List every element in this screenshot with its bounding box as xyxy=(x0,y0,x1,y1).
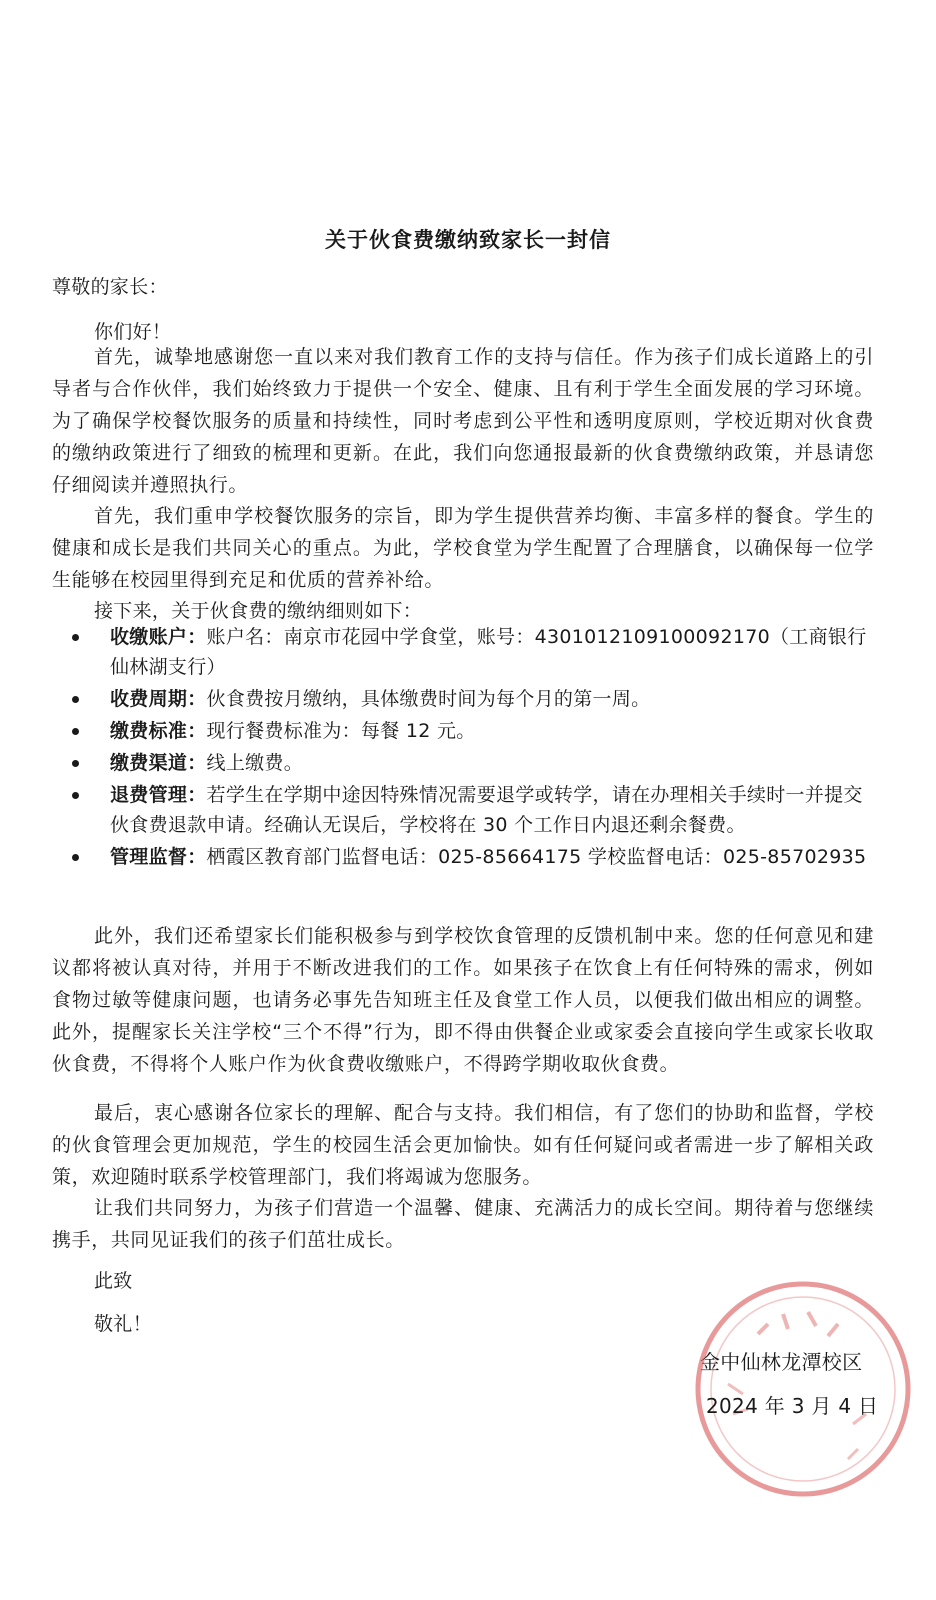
rule-item-account xyxy=(52,622,874,682)
closing-regards: 敬礼！ xyxy=(94,1313,152,1335)
rule-label: 缴费标准： xyxy=(110,720,207,742)
letter-title: 关于伙食费缴纳致家长一封信 xyxy=(325,228,611,252)
seal-inner-ring xyxy=(711,1297,895,1481)
paragraph-thanks: 最后，衷心感谢各位家长的理解、配合与支持。我们相信，有了您们的协助和监督，学校的伙食管理会更加规范，学生的校园生活会更加愉快。如有任何疑问或者需进一步了解相关政策，欢迎随时联系学校管理部门，我们将竭诚为您服务。 xyxy=(52,1102,874,1188)
bullet-icon xyxy=(72,696,79,703)
rule-label: 收费周期： xyxy=(110,688,207,710)
closing-salute: 此致 xyxy=(94,1270,133,1292)
rule-label: 退费管理： xyxy=(110,784,207,806)
rule-item-refund xyxy=(52,780,874,840)
payment-rules-list xyxy=(52,622,874,874)
rule-text: 若学生在学期中途因特殊情况需要退学或转学，请在办理相关手续时一并提交伙食费退款申请。经确认无误后，学校将在 30 个工作日内退还剩余餐费。 xyxy=(110,784,863,836)
rules-intro: 接下来，关于伙食费的缴纳细则如下： xyxy=(94,600,423,622)
bullet-icon xyxy=(72,854,79,861)
bullet-icon xyxy=(72,792,79,799)
seal-ring xyxy=(698,1284,908,1494)
greeting: 你们好！ xyxy=(94,321,172,343)
seal-characters xyxy=(758,1312,838,1336)
rule-label: 缴费渠道： xyxy=(110,752,207,774)
paragraph-closing: 让我们共同努力，为孩子们营造一个温馨、健康、充满活力的成长空间。期待着与您继续携手，共同见证我们的孩子们茁壮成长。 xyxy=(52,1197,874,1251)
rule-text: 现行餐费标准为：每餐 12 元。 xyxy=(206,720,476,742)
paragraph-gratitude: 首先，诚挚地感谢您一直以来对我们教育工作的支持与信任。作为孩子们成长道路上的引导者与合作伙伴，我们始终致力于提供一个安全、健康、且有利于学生全面发展的学习环境。为了确保学校餐饮服务的质量和持续性，同时考虑到公平性和透明度原则，学校近期对伙食费的缴纳政策进行了细致的梳理和更新。在此，我们向您通报最新的伙食费缴纳政策，并恳请您仔细阅读并遵照执行。 xyxy=(52,346,874,496)
signature-date: 2024 年 3 月 4 日 xyxy=(706,1394,879,1418)
rule-label: 收缴账户： xyxy=(110,626,207,648)
rule-item-channel xyxy=(52,748,874,778)
rule-item-period xyxy=(52,684,874,714)
rule-text: 账户名：南京市花园中学食堂，账号：4301012109100092170（工商银行仙林湖支行） xyxy=(110,626,867,678)
rule-item-standard xyxy=(52,716,874,746)
paragraph-feedback: 此外，我们还希望家长们能积极参与到学校饮食管理的反馈机制中来。您的任何意见和建议都将被认真对待，并用于不断改进我们的工作。如果孩子在饮食上有任何特殊的需求，例如食物过敏等健康问题，也请务必事先告知班主任及食堂工作人员，以便我们做出相应的调整。此外，提醒家长关注学校“三个不得”行为，即不得由供餐企业或家委会直接向学生或家长收取伙食费，不得将个人账户作为伙食费收缴账户，不得跨学期收取伙食费。 xyxy=(52,925,874,1075)
rule-item-supervision xyxy=(52,842,874,872)
bullet-icon xyxy=(72,760,79,767)
rule-text: 栖霞区教育部门监督电话：025-85664175 学校监督电话：025-85702935 xyxy=(206,846,867,868)
paragraph-purpose: 首先，我们重申学校餐饮服务的宗旨，即为学生提供营养均衡、丰富多样的餐食。学生的健康和成长是我们共同关心的重点。为此，学校食堂为学生配置了合理膳食，以确保每一位学生能够在校园里得到充足和优质的营养补给。 xyxy=(52,505,874,591)
rule-text: 线上缴费。 xyxy=(206,752,304,774)
school-seal-stamp-icon xyxy=(688,1274,918,1504)
salutation: 尊敬的家长： xyxy=(52,276,168,298)
signature-school: 金中仙林龙潭校区 xyxy=(700,1350,863,1374)
bullet-icon xyxy=(72,634,79,641)
rule-label: 管理监督： xyxy=(110,846,207,868)
bullet-icon xyxy=(72,728,79,735)
rule-text: 伙食费按月缴纳，具体缴费时间为每个月的第一周。 xyxy=(206,688,651,710)
